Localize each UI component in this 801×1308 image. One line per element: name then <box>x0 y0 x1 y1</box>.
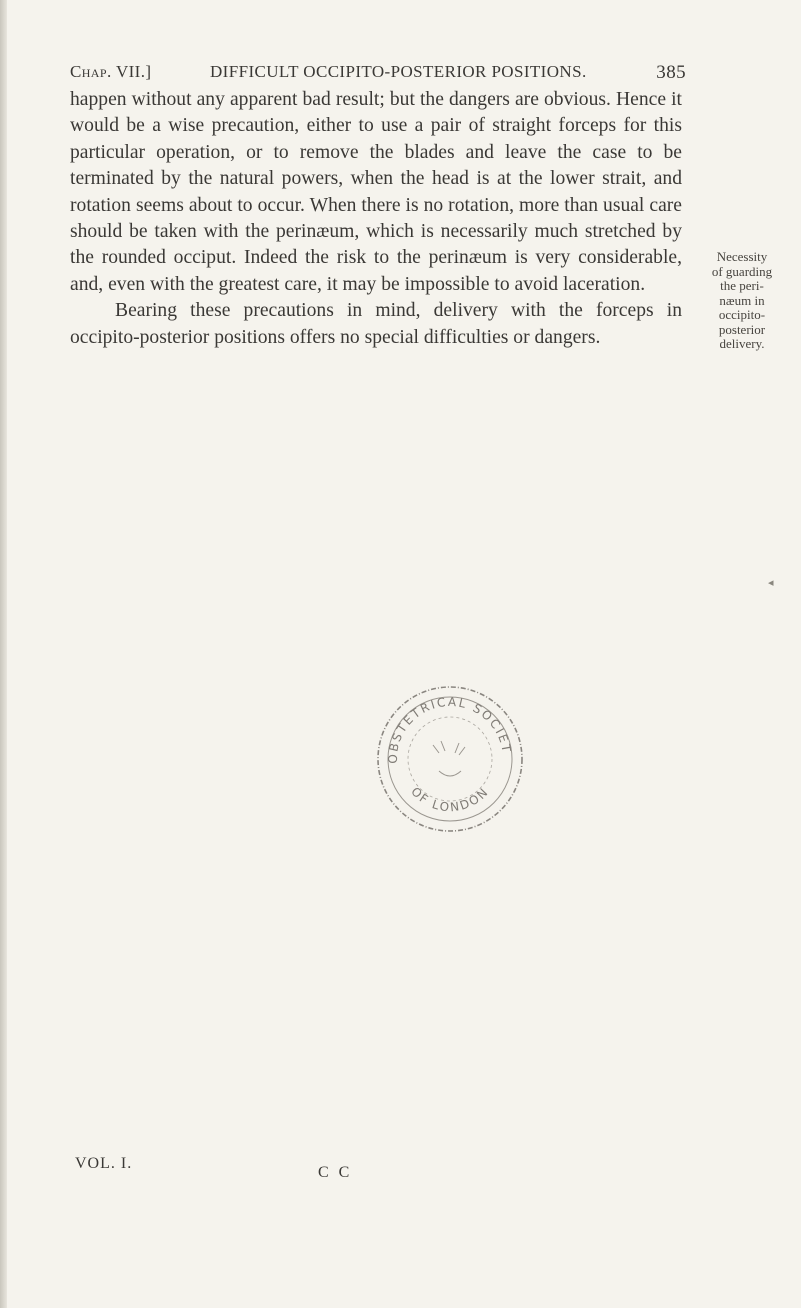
binding-edge <box>0 0 7 1308</box>
stamp-bottom-text: OF LONDON <box>408 784 492 815</box>
stray-ink-mark: ◂ <box>768 577 774 589</box>
margin-note-line: occipito- <box>718 307 766 322</box>
margin-note-line: Necessity <box>716 249 768 264</box>
stamp-seal-icon <box>373 675 527 835</box>
margin-note-line: næum in <box>719 292 765 308</box>
chapter-label: Chap. VII.] <box>70 62 152 81</box>
running-title: DIFFICULT OCCIPITO-POSTERIOR POSITIONS. <box>210 62 587 81</box>
page-number: 385 <box>656 62 686 83</box>
paragraph: Bearing these precautions in mind, delivery with the forceps in occipito-posterior positions offers no special difficulties or dangers. <box>70 300 682 348</box>
margin-note-line: posterior <box>718 321 766 337</box>
running-head <box>70 62 686 86</box>
margin-note <box>689 250 795 352</box>
stamp-top-text: OBSTETRICAL SOCIET <box>385 694 514 764</box>
paragraph-continued: happen without any apparent bad result; but the dangers are obvious. Hence it would be a wise precaution, either to use a pair of straight forceps for this particular operation, or to remove the blades and leave the case to be terminated by the natural powers, when the head is at the lower strait, and rotation seems about to occur. When there is no rotation, more than usual care should be taken with the perinæum, which is necessarily much stretched by the rounded occiput. Indeed the risk to the perinæum is very considerable, and, even with the greatest care, it may be impossible to avoid laceration. <box>70 89 682 295</box>
margin-note-line: delivery. <box>719 336 765 351</box>
body-text <box>70 87 682 351</box>
svg-text:OF LONDON <box>408 784 492 814</box>
margin-note-line: of guarding <box>711 263 773 279</box>
svg-text:OBSTETRICAL SOCIETY <box>373 675 514 764</box>
gathering-signature: C C <box>318 1164 353 1181</box>
library-stamp <box>373 675 527 835</box>
volume-signature: VOL. I. <box>75 1155 133 1172</box>
margin-note-line: the peri- <box>720 278 764 293</box>
